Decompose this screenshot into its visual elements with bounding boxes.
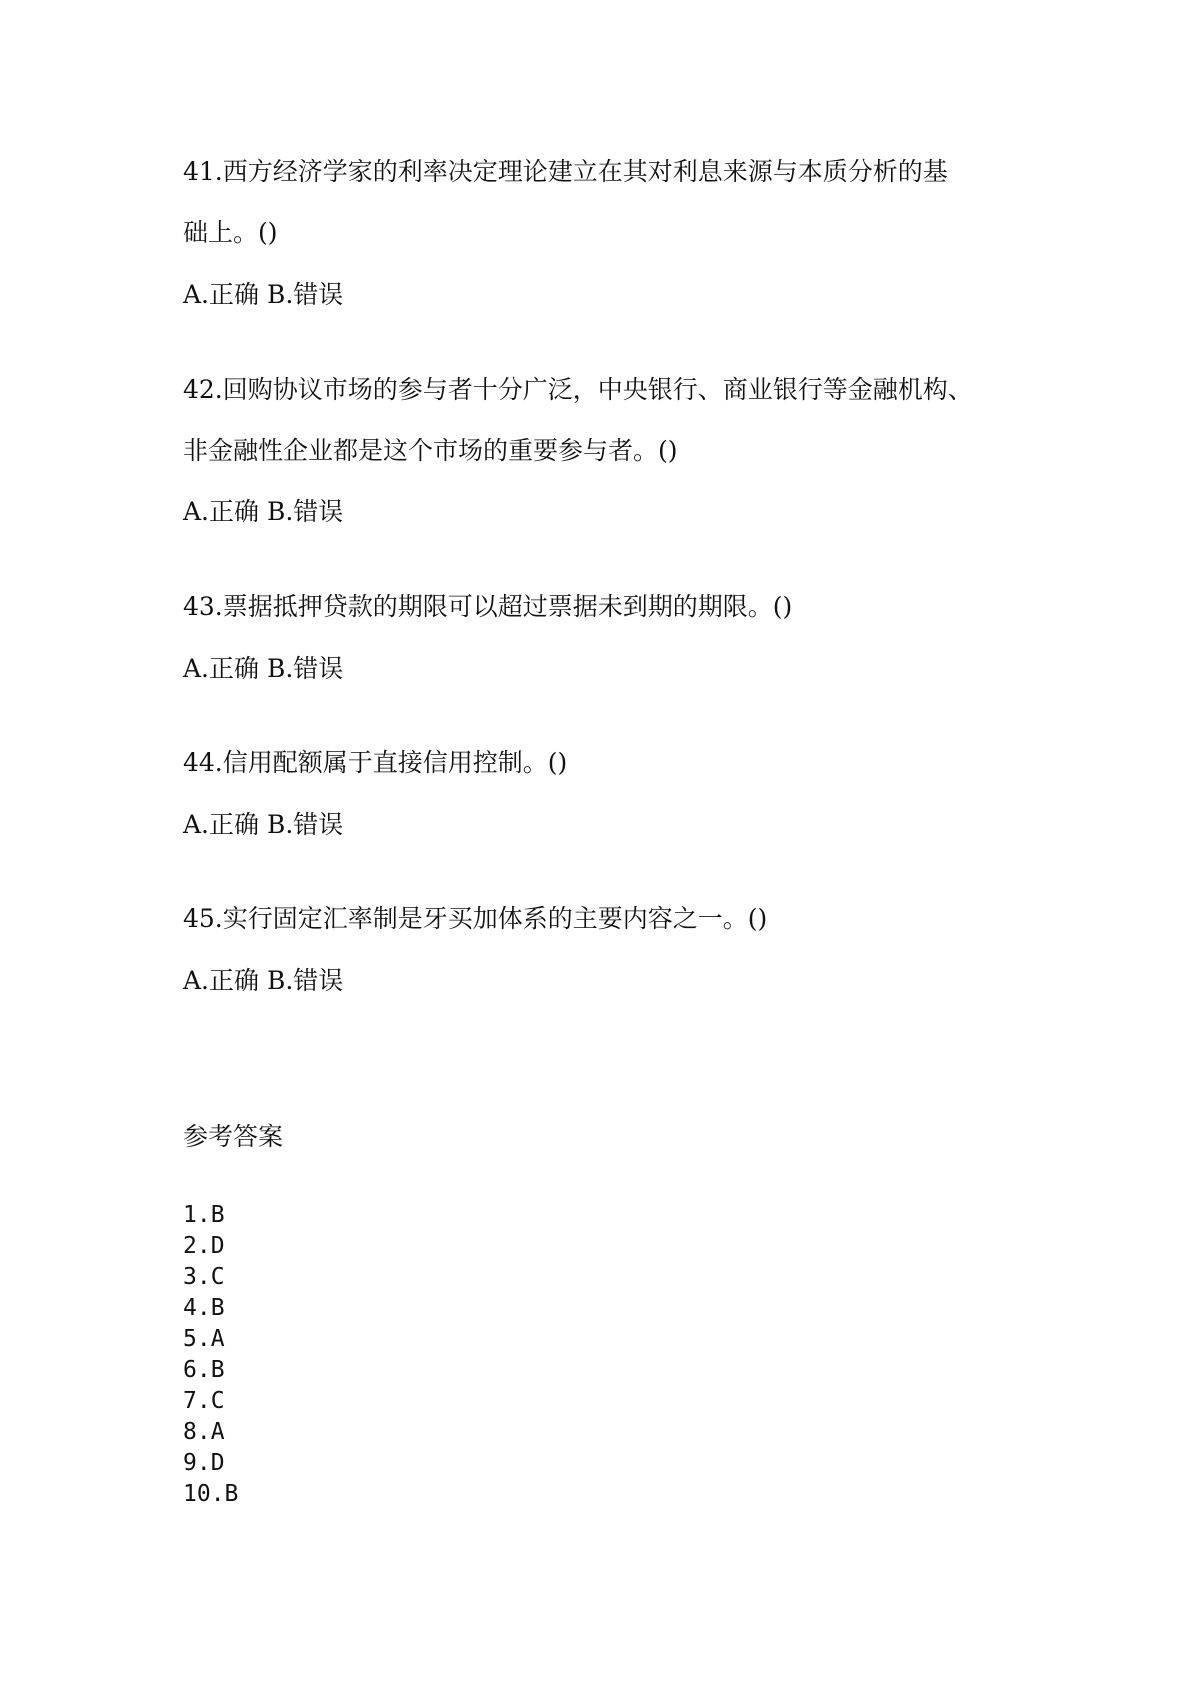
answer-item: 6.B xyxy=(183,1357,225,1383)
question-43-options: A.正确 B.错误 xyxy=(183,654,344,683)
question-41-options: A.正确 B.错误 xyxy=(183,280,344,309)
question-42-options: A.正确 B.错误 xyxy=(183,497,344,526)
answer-item: 8.A xyxy=(183,1419,225,1445)
question-42-line-1: 42.回购协议市场的参与者十分广泛，中央银行、商业银行等金融机构、 xyxy=(183,375,973,404)
answer-item: 1.B xyxy=(183,1202,225,1228)
answer-item: 2.D xyxy=(183,1233,225,1259)
question-42-line-2: 非金融性企业都是这个市场的重要参与者。() xyxy=(183,436,678,465)
answer-item: 5.A xyxy=(183,1326,225,1352)
answer-item: 9.D xyxy=(183,1450,225,1476)
answer-item: 10.B xyxy=(183,1481,239,1507)
question-41-line-1: 41.西方经济学家的利率决定理论建立在其对利息来源与本质分析的基 xyxy=(183,157,948,186)
answer-key-heading: 参考答案 xyxy=(183,1122,284,1151)
question-43-line-1: 43.票据抵押贷款的期限可以超过票据未到期的期限。() xyxy=(183,592,793,621)
answer-item: 4.B xyxy=(183,1295,225,1321)
question-41-line-2: 础上。() xyxy=(183,218,278,247)
question-44-line-1: 44.信用配额属于直接信用控制。() xyxy=(183,748,568,777)
answer-item: 3.C xyxy=(183,1264,225,1290)
question-45-options: A.正确 B.错误 xyxy=(183,966,344,995)
question-44-options: A.正确 B.错误 xyxy=(183,810,344,839)
question-45-line-1: 45.实行固定汇率制是牙买加体系的主要内容之一。() xyxy=(183,904,768,933)
answer-item: 7.C xyxy=(183,1388,225,1414)
